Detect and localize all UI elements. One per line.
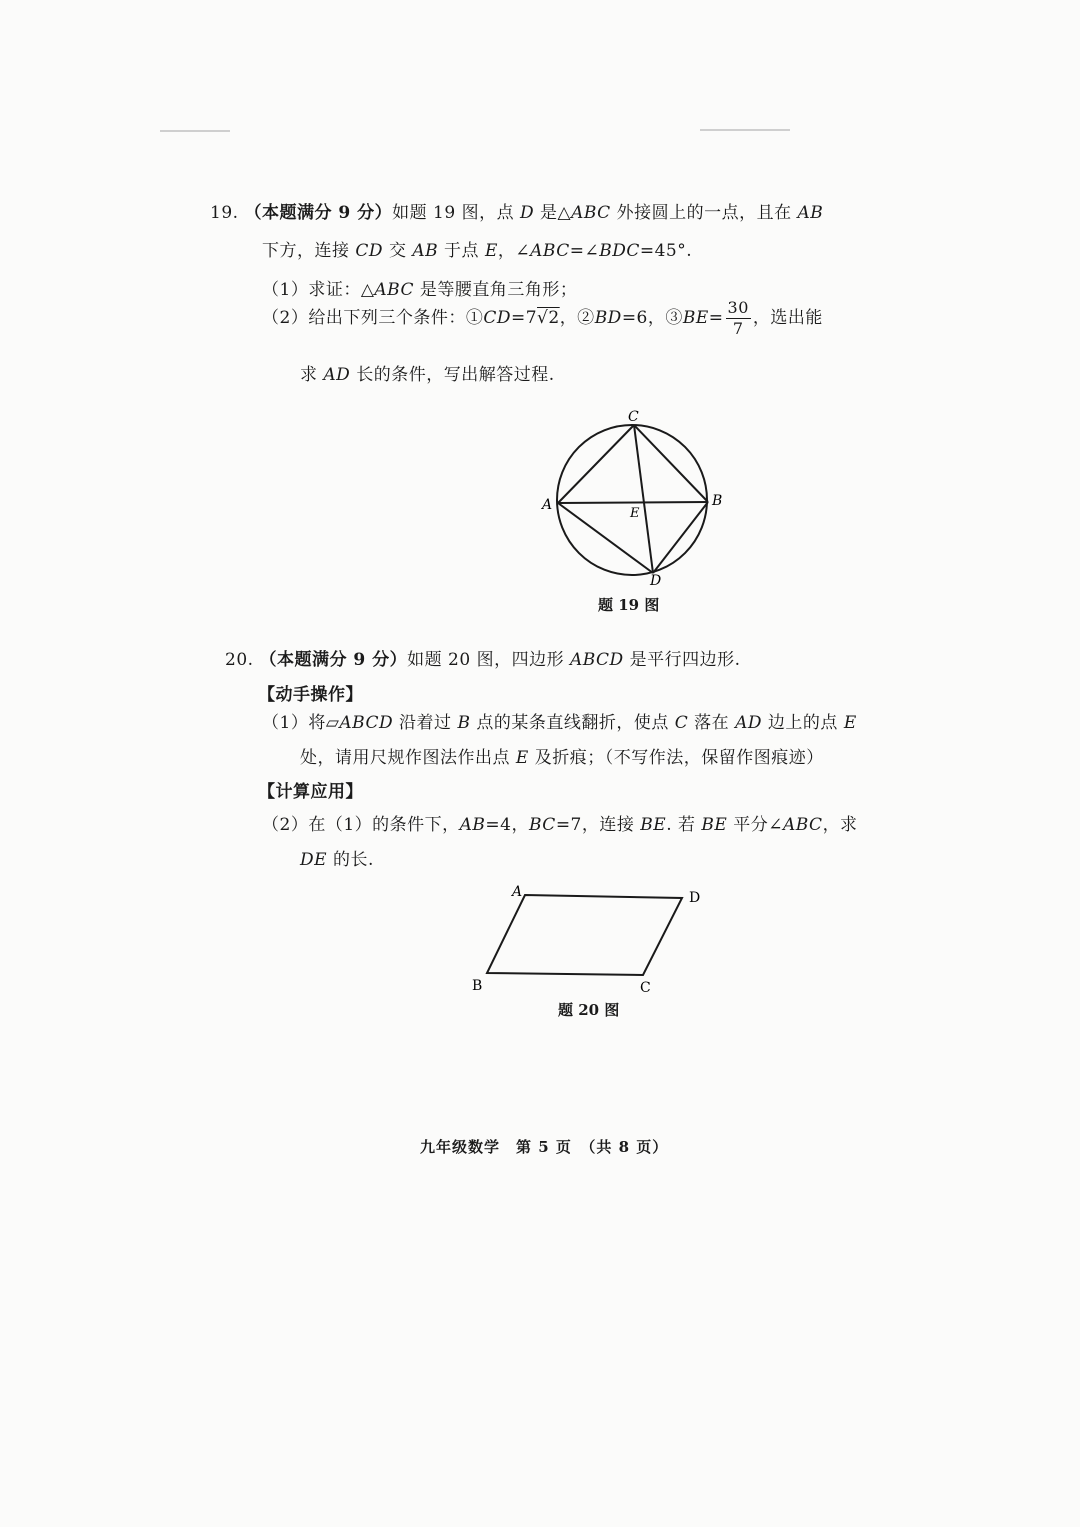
label-b: B [712,493,723,509]
segment-cd [634,425,653,573]
segment-bd [653,502,708,573]
q20-var: ABC [782,815,823,835]
figure-19-caption: 题 19 图 [598,596,660,614]
q19-var: D [519,203,535,223]
q20-text: （2）在（1）的条件下， [262,815,460,835]
section-calculation: 【计算应用】 [258,782,363,802]
page-footer: 九年级数学 第 5 页 （共 8 页） [420,1138,669,1156]
q19-text: 下方，连接 [262,241,356,261]
q20-number: 20. [225,650,254,670]
q20-var: BC [528,815,556,835]
q20-text: 的长. [327,850,374,870]
q20-text: =4， [485,815,529,835]
q19-var: BD [594,308,622,328]
q19-var: AB [797,203,824,223]
figure-19 [530,405,730,595]
q20-part1 [262,708,857,733]
q19-var: AD [323,365,351,385]
q19-text: =45°. [639,241,693,261]
q19-text: ，选出能 [752,308,823,328]
segment-ab [558,502,708,503]
q20-part2 [262,810,858,835]
q19-text: （2）给出下列三个条件：① [262,308,484,328]
q19-text: 于点 [438,241,485,261]
q19-line1 [210,198,823,223]
q20-text: 边上的点 [762,713,844,733]
label-c: C [640,980,651,996]
q20-text: （1）将▱ [262,713,340,733]
parallelogram-abcd [487,895,682,975]
q20-var: AD [735,713,762,733]
q20-text: =7，连接 [555,815,641,835]
q19-part2-cont [300,360,555,385]
q19-text: =7 [510,308,538,328]
circumcircle [557,425,707,575]
q20-var: C [674,713,689,733]
q20-var: ABCD [569,650,624,670]
q19-text: = [708,308,724,328]
q20-var: ABCD [339,713,394,733]
section-hands-on: 【动手操作】 [258,685,363,705]
q19-var: BDC [599,241,640,261]
q20-text: 及折痕；（不写作法，保留作图痕迹） [528,748,824,768]
q19-text: 如题 19 图，点 [392,203,520,223]
scan-line-right [700,129,790,131]
q19-header: （本题满分 9 分） [244,203,393,223]
q20-text: 是平行四边形. [623,650,741,670]
fraction [726,300,751,337]
sqrt-expression: √2 [537,308,560,328]
q19-text: =6，③ [621,308,683,328]
q19-var: CD [355,241,384,261]
figure-20-caption: 题 20 图 [558,1001,620,1019]
q19-var: CD [483,308,511,328]
q19-text: （1）求证：△ [262,280,375,300]
q19-text: 外接圆上的一点，且在 [610,203,798,223]
label-d: D [650,573,662,589]
q19-text: 长的条件，写出解答过程. [350,365,555,385]
label-a: A [542,497,553,513]
q20-header: （本题满分 9 分） [259,650,408,670]
q19-text: ，∠ [497,241,531,261]
fraction-denominator: 7 [732,319,744,338]
q19-text: ，② [559,308,595,328]
q19-var: ABC [571,203,611,223]
q20-text: 平分∠ [727,815,783,835]
q20-var: B [457,713,471,733]
q19-var: ABC [530,241,570,261]
q20-text: 处，请用尺规作图法作出点 [300,748,516,768]
q20-var: DE [300,850,328,870]
q19-part1 [262,275,577,300]
q20-var: BE [640,815,667,835]
q19-text: 是等腰直角三角形； [413,280,578,300]
q19-var: ABC [374,280,414,300]
q19-var: E [484,241,498,261]
q20-text: 如题 20 图，四边形 [407,650,570,670]
q20-part1-cont [300,743,824,768]
q20-text: 点的某条直线翻折，使点 [470,713,675,733]
q19-part2 [262,300,823,337]
q20-text: 沿着过 [393,713,458,733]
q20-text: 落在 [688,713,736,733]
label-c: C [628,409,639,425]
fraction-numerator: 30 [727,298,749,317]
label-b: B [472,978,483,994]
q20-text: . 若 [666,815,702,835]
q20-text: ，求 [822,815,858,835]
q20-part2-cont [300,845,374,870]
figure-20 [460,880,720,1000]
scan-line-left [160,130,230,132]
q19-var: AB [412,241,439,261]
q19-var: BE [682,308,709,328]
q20-var: AB [459,815,486,835]
label-d: D [689,890,701,906]
q19-text: 是△ [534,203,572,223]
segment-ca [558,425,634,503]
q19-text: 求 [300,365,324,385]
q19-text: =∠ [569,241,600,261]
q20-line1 [225,645,741,670]
q19-text: 交 [383,241,413,261]
q19-number: 19. [210,203,239,223]
q19-line2 [262,236,692,261]
label-e: E [630,506,640,521]
label-a: A [512,884,523,900]
q20-var: BE [701,815,728,835]
q20-var: E [843,713,857,733]
q20-var: E [515,748,529,768]
